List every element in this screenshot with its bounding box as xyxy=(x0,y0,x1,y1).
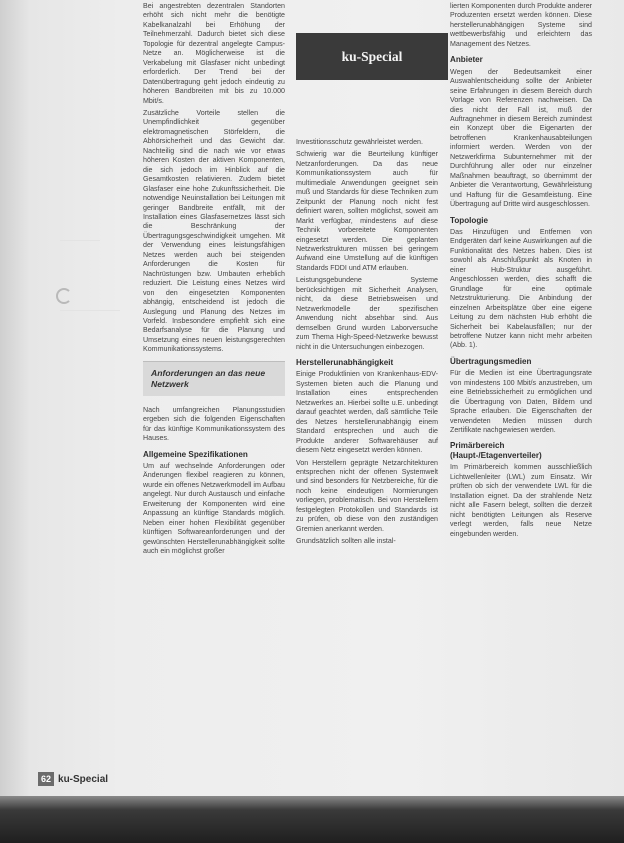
section-heading: Anbieter xyxy=(450,55,483,65)
paragraph: Zusätzliche Vorteile stellen die Unempfindlichkeit gegenüber elektromagnetischen Störfeldern, die Abhörsicherheit und das Gewicht dar. Nachteilig sind die nach wie vor etwas höheren Kosten der aktiven Komponenten, die sich jedoch im Hinblick auf die Gesamtkosten relativieren. Zudem bietet Glasfaser eine hohe Zukunftssicherheit. Die notwendige Neuinstallation bei Leitungen mit geringer Bandbreite entfällt, mit der Installation eines Glasfasernetzes lässt sich die Beschränkung der Übertragungsgeschwindigkeit umgehen. Mit der Verwendung eines leistungsfähigen Netzes werden auch bei steigenden Anforderungen die Kosten für Nachrüstungen bzw. Umbauten erheblich reduziert. Die Leistung eines Netzes wird von den eingesetzten Komponenten abhängig, entscheidend ist jedoch die Auslegung und Planung des Netzes im Vorfeld. Insbesondere empfiehlt sich eine Bedarfsanalyse für die Planung und Umsetzung eines neuen leistungsgerechten Kommunikationssystems. xyxy=(143,108,285,354)
page-footer xyxy=(38,772,108,786)
text-column-2 xyxy=(296,138,438,550)
margin-mark-icon xyxy=(56,288,72,304)
paragraph: Im Primärbereich kommen ausschließlich Lichtwellenleiter (LWL) zum Einsatz. Wir prüften ob sich der verwendete LWL für die Installation eignet. Da der strahlende Netz nicht alle Fasern belegt, sollten die derzeit nicht benötigten Leitungen als Reserve verlegt werden, falls neue Netze eingebunden werden. xyxy=(450,463,592,538)
section-header-banner xyxy=(296,33,448,80)
margin-trace xyxy=(60,240,100,241)
section-heading: Topologie xyxy=(450,215,489,225)
paragraph: lierten Komponenten durch Produkte anderer Produzenten ersetzt werden können. Diese herstellerunabhängigen Systeme sind wettbewerbsfähig und erleichtern das Management des Netzes. xyxy=(450,2,592,48)
text-column-3 xyxy=(450,2,592,542)
paragraph: Leistungsgebundene Systeme berücksichtigen mit Sicherheit Analysen, nicht, da diese Betriebsweisen und Netzwerkmodelle der spezifischen Anwendung nicht absehbar sind. Aus demselben Grund wurden Laborversuche zum Thema High-Speed-Netzwerke bewusst nicht in die Untersuchungen einbezogen. xyxy=(296,276,438,351)
paragraph: Grundsätzlich sollten alle instal- xyxy=(296,537,396,546)
pull-heading: Anforderungen an das neue Netzwerk xyxy=(151,367,266,389)
paragraph: Schwierig war die Beurteilung künftiger Netzanforderungen. Da das neue Kommunikationssystem auch für multimediale Anwendungen geeignet sein muß und Standards für diese Techniken zum Zeitpunkt der Planung noch nicht fest definiert waren, sollten möglichst, soweit am Markt verfügbar, mindestens auf diese Technik vorbereitete Komponenten eingesetzt werden. Die geplanten Netzwerkstrukturen müssen bei geringem Aufwand eine Umstellung auf die künftigen Standards FDDI und ATM erlauben. xyxy=(296,150,438,272)
paragraph: Von Herstellern geprägte Netzarchitekturen entsprechen nicht der offenen Systemwelt und sind besonders für Netzbereiche, für die noch keine eindeutigen Normierungen vorliegen, problematisch. Bei von Herstellern festgelegten Protokollen und Standards ist zu prüfen, ob diese von den zuständigen Gremien anerkannt werden. xyxy=(296,458,438,533)
paragraph: Für die Medien ist eine Übertragungsrate von mindestens 100 Mbit/s anzustreben, um eine Betriebssicherheit zu ermöglichen und die Übertragung von Daten, Bildern und Sprache erlauben. Die Eigenschaften der verwendeten Medien müssen durch Zertifikate nachgewiesen werden. xyxy=(450,369,592,435)
text-column-1 xyxy=(143,2,285,560)
scan-bottom-edge xyxy=(0,796,624,843)
paragraph: Das Hinzufügen und Entfernen von Endgeräten darf keine Auswirkungen auf die Funktionalität des Netzes haben. Dies ist sowohl als Anschlußpunkt als Knoten in einer Hub-Struktur ausgeführt. Angeschlossen werden, dies schafft die Grundlage für eine optimale Netzstrukturierung. Die Anbindung der einzelnen Arbeitsplätze über eine eigene Leitung zu dem nächsten Hub erhöht die Sicherheit bei Kabelausfällen; nur der betroffene Nutzer kann nicht mehr arbeiten (Abb. 1). xyxy=(450,227,592,350)
paragraph: Bei angestrebten dezentralen Standorten erhöht sich nicht mehr die benötigte Kabelkanalzahl bei Erhöhung der Teilnehmerzahl. Dadurch bietet sich diese Topologie für dezentral angelegte Campus-Netze an. Möglicherweise ist die Verkabelung mit Glasfaser nicht unbedingt erforderlich. Der Trend bei der Datenübertragung geht jedoch eindeutig zu höheren Bandbreiten mit bis zu 10.000 Mbit/s. xyxy=(143,2,285,105)
paragraph: Investitionsschutz gewährleistet werden. xyxy=(296,138,423,146)
margin-trace xyxy=(60,310,120,311)
paragraph: Um auf wechselnde Anforderungen oder Änderungen flexibel reagieren zu können, wurde ein offenes Netzwerkmodell im Aufbau angelegt. Nur durch Austausch und einfache Erweiterung der Komponenten wird eine Anpassung an künftige Standards möglich. Neben einer hohen Flexibilität gegenüber künftigen Softwareanforderungen und der gewünschten Herstellerunabhängigkeit sollte auch ein möglichst großer xyxy=(143,462,285,556)
paragraph: Nach umfangreichen Planungsstudien ergeben sich die folgenden Eigenschaften für das künftige Kommunikationssystem des Hauses. xyxy=(143,405,285,443)
pull-heading-box xyxy=(143,361,285,396)
section-heading: Allgemeine Spezifikationen xyxy=(143,449,248,459)
section-heading: Primärbereich (Haupt-/Etagenverteiler) xyxy=(450,441,542,460)
section-heading: Herstellerunabhängigkeit xyxy=(296,357,394,367)
paragraph: Einige Produktlinien von Krankenhaus-EDV-Systemen bieten auch die Planung und Installation eines entsprechenden Netzwerkes an. Hierbei sollte u.E. unbedingt darauf geachtet werden, daß sämtliche Teile des Netzes herstellerunabhängig einem Standard entsprechen und auch die Produkte anderer Softwarehäuser auf diesem Netz eingesetzt werden können. xyxy=(296,370,438,455)
page-number: 62 xyxy=(38,772,54,786)
section-heading: Übertragungsmedien xyxy=(450,356,532,366)
paragraph: Wegen der Bedeutsamkeit einer Auswahlentscheidung sollte der Anbieter seine Erfahrungen in diesem Bereich durch Vorlage von Referenzen nachweisen. Da dies nicht der Fall ist, muß der Auftragnehmer in diesem Bereich zumindest ein Konzept über die Eigenarten der betroffenen Krankenhausabteilungen informiert werden. Werden von der Netzwerkfirma Subunternehmer mit der Durchführung aller oder nur einzelner Maßnahmen beauftragt, so übernimmt der Anbieter die Verantwortung, Gewährleistung und Haftung für die Gesamtleistung. Eine Übertragung auf Dritte wird ausgeschlossen. xyxy=(450,67,592,209)
section-header-label: ku-Special xyxy=(341,48,403,64)
footer-brand: ku-Special xyxy=(58,773,109,785)
